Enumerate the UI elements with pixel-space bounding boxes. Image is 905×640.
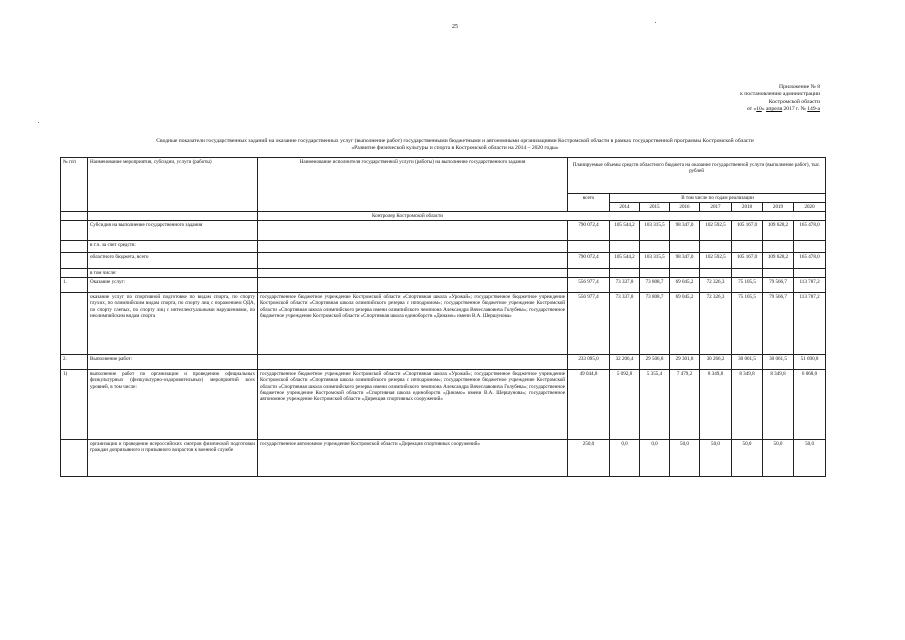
assignments-table [60,157,826,477]
date-prefix: от « [746,106,757,113]
row-year-value: 50,0 [732,440,763,477]
table-row [61,278,826,293]
row-year-value [700,241,732,253]
row-year-value: 79 566,7 [763,278,794,293]
header-year-2015: 2015 [640,203,670,212]
row-year-value [700,269,732,278]
appendix-block [640,84,820,114]
row-executor [258,278,568,293]
row-year-value: 29 301,8 [670,355,700,370]
header-name: Наименование мероприятия, субсидии, услуги (работы) [88,158,258,212]
row-year-value: 69 045,2 [670,293,700,355]
row-year-value: 105 167,0 [732,253,763,269]
row-name: Выполнение работ: [88,355,258,370]
row-year-value [670,269,700,278]
header-year-2020: 2020 [794,203,826,212]
row-year-value: 5 092,8 [610,370,640,440]
row-year-value: 32 206,4 [610,355,640,370]
row-total [568,269,610,278]
scan-speck [655,22,656,23]
row-year-value [732,241,763,253]
row-year-value: 165 478,0 [794,253,826,269]
row-total: 790 072,4 [568,221,610,241]
row-year-value: 30 061,5 [763,355,794,370]
row-year-value: 8 349,8 [732,370,763,440]
row-year-value: 109 628,2 [763,253,794,269]
row-executor: государственное автономное учреждение Костромской области «Дирекция спортивных сооружений» [258,440,568,477]
row-year-value: 105 167,0 [732,221,763,241]
row-year-value [763,241,794,253]
row-executor [258,221,568,241]
scan-speck [38,122,39,123]
row-number: 2. [61,355,88,370]
appendix-line-2: к постановлению администрации [740,91,820,98]
page-number: 25 [452,24,458,30]
row-executor: государственное бюджетное учреждение Костромской области «Спортивная школа «Урожай»; государственное бюджетное учреждение Костромской области «Спортивная школа олимпийского резерва с ипподромом»; государственное бюджетное учреждение Костромской области «Спортивная школа олимпийского резерва имени олимпийского чемпиона Александра Вячеславовича Голубева»; государственное бюджетное учреждение Костромской области «Спортивная школа единоборств «Динамо» имени В.А. Шершунова»; государственное автономное учреждение Костромской области «Дирекция спортивных сооружений» [258,370,568,440]
row-year-value: 73 808,7 [640,278,670,293]
row-year-value: 73 808,7 [640,293,670,355]
row-year-value: 51 690,8 [794,355,826,370]
row-year-value: 7 479,2 [670,370,700,440]
table-row [61,440,826,477]
row-year-value: 50,0 [670,440,700,477]
row-year-value: 69 045,2 [670,278,700,293]
row-name: Оказание услуг: [88,278,258,293]
row-number [61,269,88,278]
appendix-line-3: Костромской области [768,98,820,105]
appendix-date [640,106,820,113]
table-row [61,293,826,355]
date-mid: » [761,106,767,113]
row-name: областного бюджета, всего [88,253,258,269]
row-year-value: 105 544,2 [610,253,640,269]
row-year-value: 109 628,2 [763,221,794,241]
section-row [61,212,826,221]
row-total: 233 095,0 [568,355,610,370]
row-year-value: 103 315,5 [640,253,670,269]
row-year-value: 103 315,5 [640,221,670,241]
heading-line-1: Сводные показатели государственных заданий на оказание государственных услуг (выполнение работ) государственными бюджетными и автономными организациями Костромской области в рамках государственной программы Костромской области [156,138,754,144]
row-year-value: 5 355,4 [640,370,670,440]
header-executor: Наименование исполнителя государственной услуги (работы) на выполнение государственного задания [258,158,568,212]
header-years: В том числе по годам реализации [610,194,826,203]
row-name: выполнение работ по организации и проведению официальных физкультурных (физкультурно-оздоровительных) мероприятий всех уровней, в том числе: [88,370,258,440]
row-executor [258,355,568,370]
row-number: 1) [61,370,88,440]
date-number: 149-а [807,106,820,113]
row-year-value [640,241,670,253]
row-year-value: 102 592,5 [700,253,732,269]
row-name: Субсидия на выполнение государственного задания [88,221,258,241]
row-year-value [794,241,826,253]
row-year-value: 8 349,8 [763,370,794,440]
table-row [61,241,826,253]
row-year-value: 29 506,8 [640,355,670,370]
row-year-value: 113 787,2 [794,293,826,355]
header-year-2018: 2018 [732,203,763,212]
row-year-value: 50,0 [794,440,826,477]
appendix-line-1: Приложение № 8 [779,84,820,90]
row-year-value [763,269,794,278]
row-year-value [794,269,826,278]
row-number [61,440,88,477]
row-number [61,241,88,253]
date-year: 2017 г. № [782,106,808,113]
row-year-value: 8 349,8 [700,370,732,440]
row-year-value: 50,0 [700,440,732,477]
row-executor: государственное бюджетное учреждение Костромской области «Спортивная школа «Урожай»; государственное бюджетное учреждение Костромской области «Спортивная школа олимпийского резерва с ипподромом»; государственное бюджетное учреждение Костромской области «Спортивная школа олимпийского резерва имени олимпийского чемпиона Александра Вячеславовича Голубева»; государственное бюджетное учреждение Костромской области «Спортивная школа единоборств «Динамо» имени В.А. Шершунова» [258,293,568,355]
row-name: организация и проведение всероссийских смотров физической подготовки граждан допризывного и призывного возрастов к военной службе [88,440,258,477]
row-total: 556 977,4 [568,278,610,293]
row-year-value: 102 592,5 [700,221,732,241]
row-name: в т.ч. за счет средств: [88,241,258,253]
section-title: Контролер Костромской области [258,212,826,221]
row-year-value: 75 105,5 [732,293,763,355]
header-row-1 [61,158,826,194]
row-year-value: 50,0 [763,440,794,477]
row-total: 556 977,4 [568,293,610,355]
row-year-value: 72 326,3 [700,278,732,293]
header-no: № п/п [61,158,88,212]
row-year-value: 98 347,0 [670,253,700,269]
row-year-value [670,241,700,253]
row-year-value: 6 068,0 [794,370,826,440]
row-year-value: 79 566,7 [763,293,794,355]
row-year-value: 105 544,2 [610,221,640,241]
table-row [61,269,826,278]
row-number [61,221,88,241]
row-year-value: 72 326,3 [700,293,732,355]
table-row [61,253,826,269]
row-number [61,253,88,269]
row-year-value: 75 105,5 [732,278,763,293]
row-year-value: 73 337,8 [610,293,640,355]
row-year-value [610,241,640,253]
header-year-2019: 2019 [763,203,794,212]
row-total: 250,0 [568,440,610,477]
row-year-value: 98 347,0 [670,221,700,241]
row-executor [258,269,568,278]
date-month: апреля [766,106,783,113]
row-year-value: 30 266,2 [700,355,732,370]
row-total: 790 072,4 [568,253,610,269]
document-heading [70,138,840,152]
heading-line-2: «Развитие физической культуры и спорта в Костромской области на 2014 – 2020 годы» [351,145,559,152]
date-day: 10 [756,106,762,113]
header-year-2017: 2017 [700,203,732,212]
row-year-value: 0,0 [610,440,640,477]
row-name: оказание услуг по спортивной подготовке по видам спорта, по спорту глухих, по олимпийским видам спорта, по спорту лиц с поражением ОДА, по спорту слепых, по спорту лиц с интеллектуальными нарушениями, по неолимпийским видам спорта [88,293,258,355]
header-planned: Планируемые объемы средств областного бюджета на оказание государственной услуги (выполнение работ), тыс. рублей [568,158,826,194]
row-year-value: 0,0 [640,440,670,477]
row-year-value: 113 787,2 [794,278,826,293]
row-year-value: 30 061,5 [732,355,763,370]
row-executor [258,253,568,269]
table-row [61,221,826,241]
header-total: всего [568,194,610,212]
row-executor [258,241,568,253]
row-total: 49 044,8 [568,370,610,440]
header-year-2016: 2016 [670,203,700,212]
row-number: 1. [61,278,88,293]
row-year-value: 165 478,0 [794,221,826,241]
row-year-value: 73 337,8 [610,278,640,293]
row-name: в том числе: [88,269,258,278]
row-year-value [640,269,670,278]
row-year-value [610,269,640,278]
header-year-2014: 2014 [610,203,640,212]
table-row [61,370,826,440]
row-number [61,293,88,355]
row-total [568,241,610,253]
table-row [61,355,826,370]
row-year-value [732,269,763,278]
